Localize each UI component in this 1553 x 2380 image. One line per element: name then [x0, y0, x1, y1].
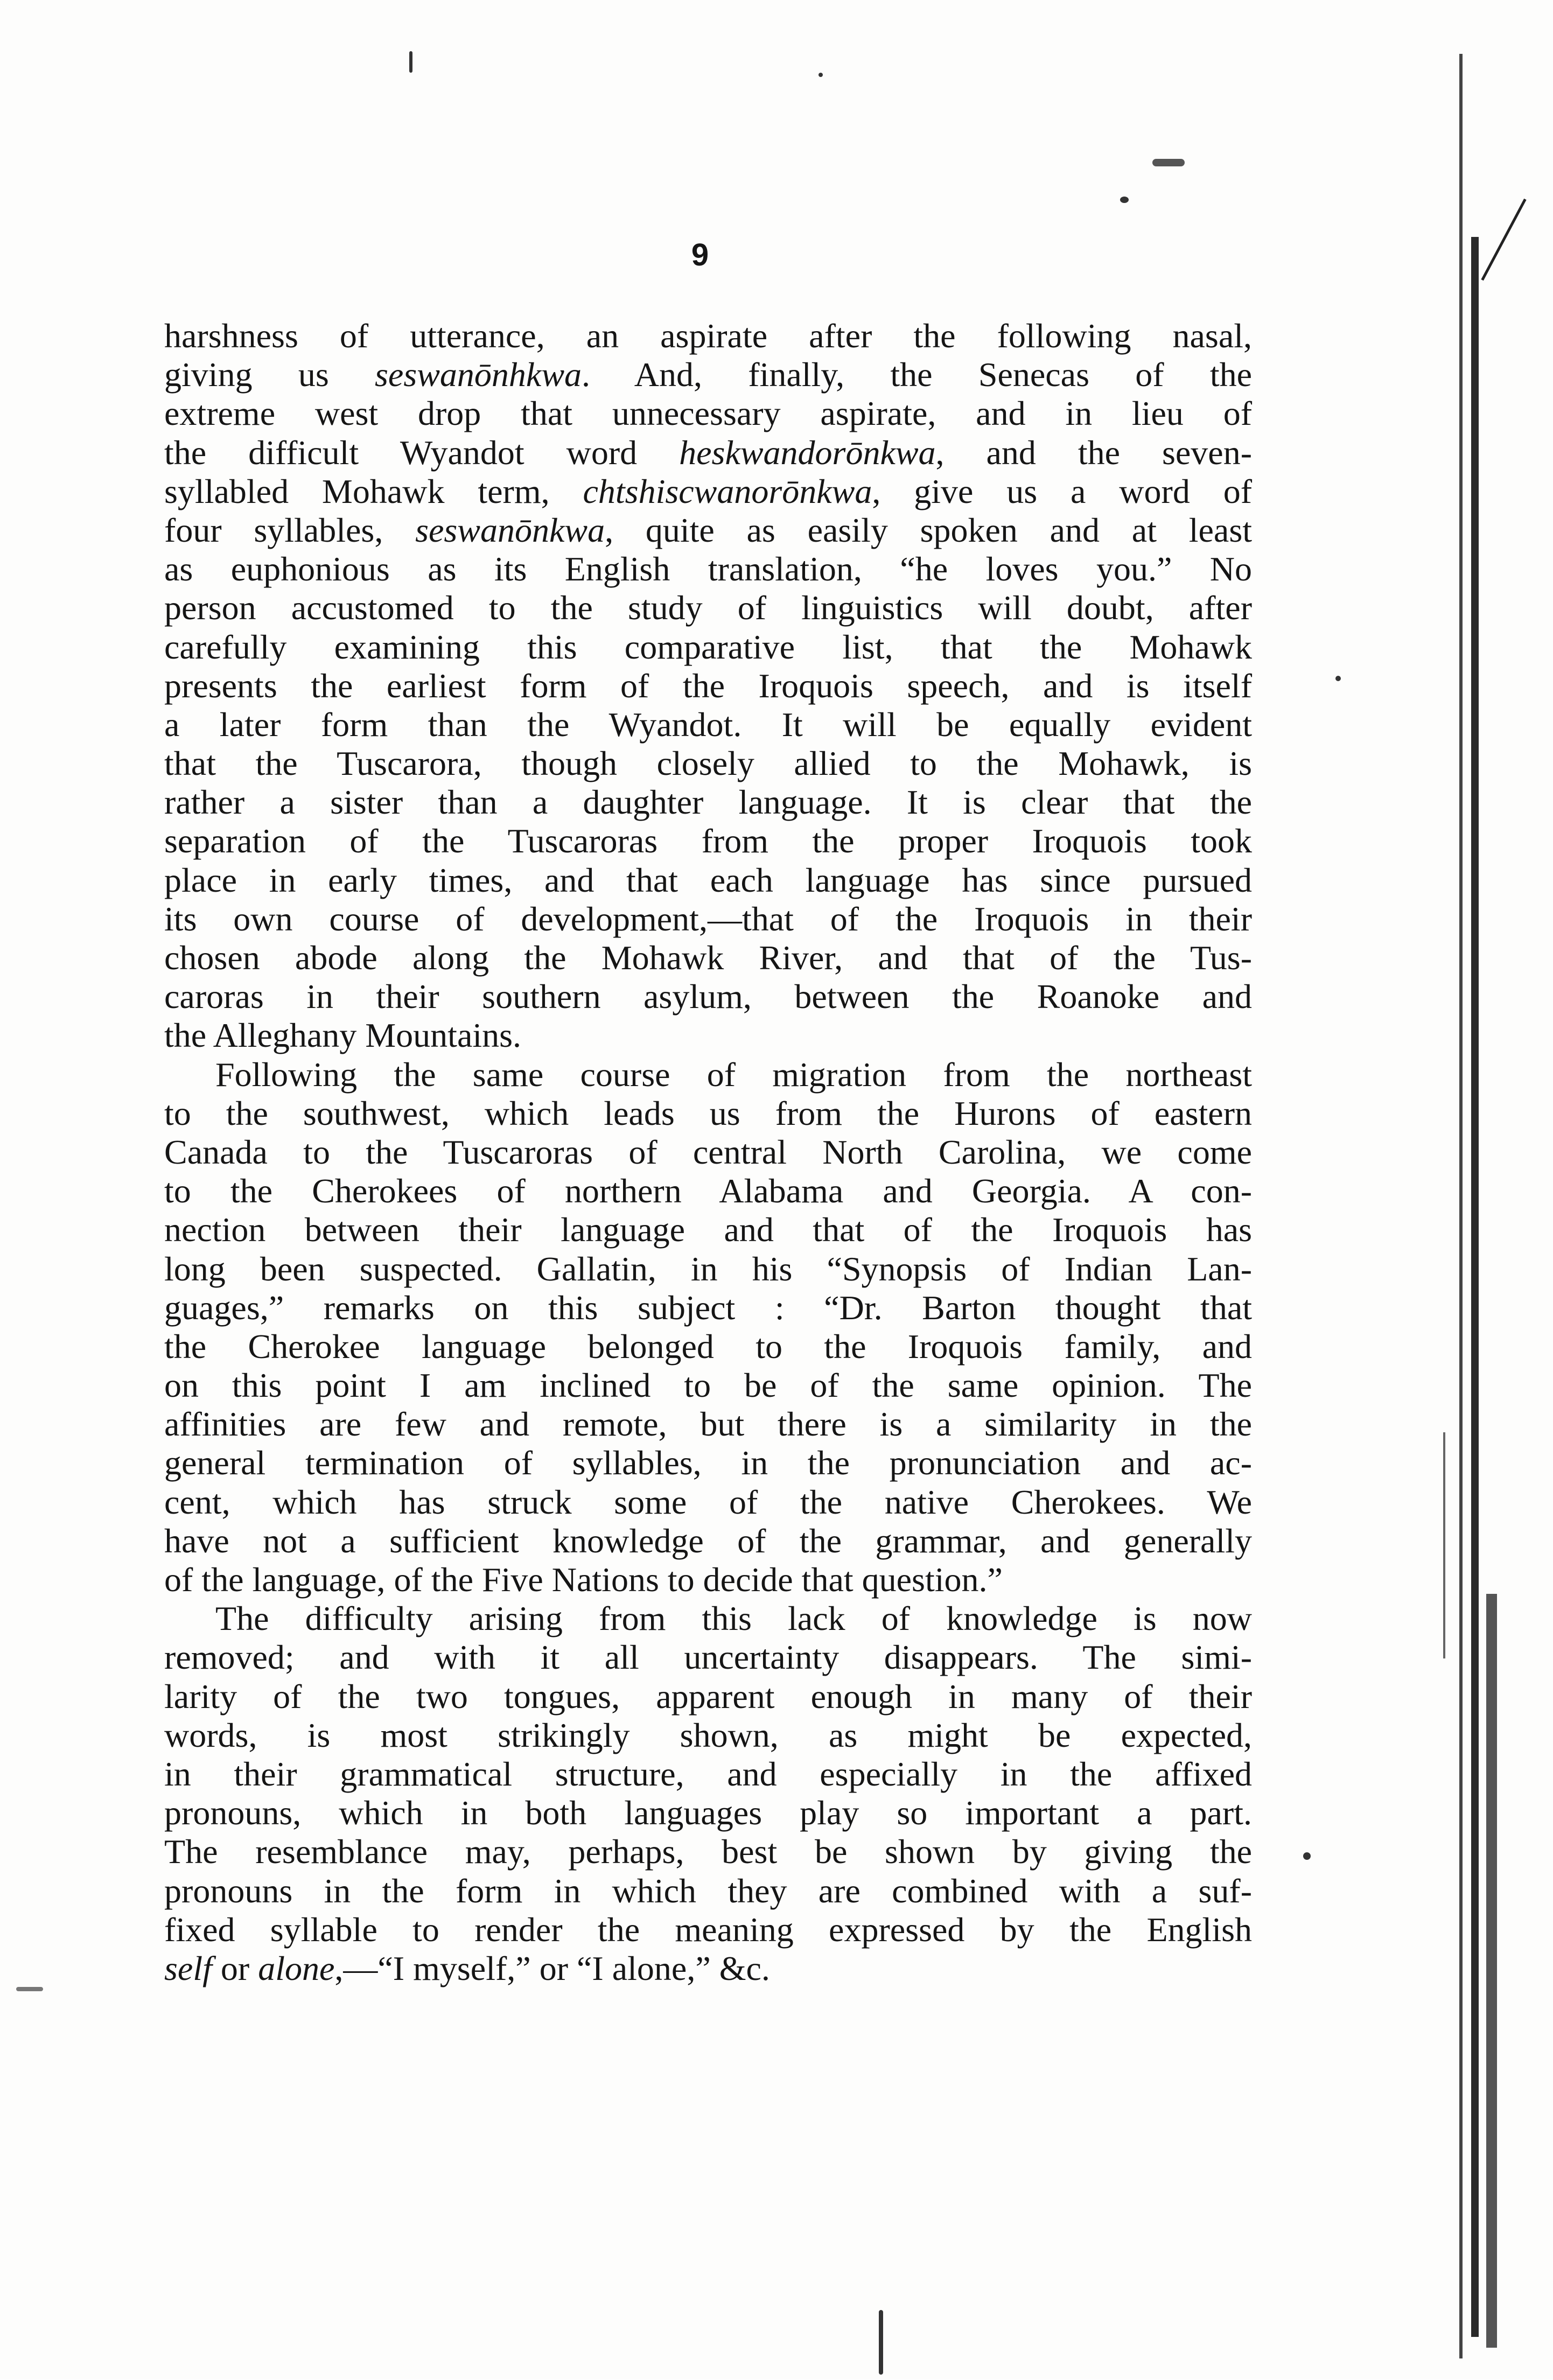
scan-speck	[879, 2310, 883, 2375]
text-run: as euphonious as its English translation, “he loves you.” No	[164, 550, 1252, 589]
text-run: the Cherokee language belonged to the Iroquois family, and	[164, 1327, 1252, 1366]
text-line	[164, 1405, 1252, 1444]
text-run: in their grammatical structure, and especially in the affixed	[164, 1754, 1252, 1793]
scan-speck	[1303, 1852, 1311, 1860]
text-run: to the southwest, which leads us from the Hurons of eastern	[164, 1094, 1252, 1132]
text-line	[164, 550, 1252, 589]
scan-speck	[1335, 676, 1341, 681]
text-run: pronouns, which in both languages play so important a part.	[164, 1794, 1252, 1832]
text-line	[164, 317, 1252, 355]
text-line	[164, 1716, 1252, 1755]
scan-speck	[1120, 197, 1129, 203]
text-run: fixed syllable to render the meaning expressed by the English	[164, 1910, 1252, 1949]
text-line	[164, 861, 1252, 900]
text-run: , quite as easily spoken and at least	[605, 510, 1253, 549]
text-run: . And, finally, the Senecas of the	[582, 355, 1252, 394]
text-run: that the Tuscarora, though closely allied to the Mohawk, is	[164, 744, 1252, 783]
text-run: have not a sufficient knowledge of the grammar, and generally	[164, 1521, 1252, 1560]
scan-edge-artifact	[1422, 32, 1551, 2380]
italic-text: seswanōnkwa	[415, 510, 605, 549]
text-line	[164, 1483, 1252, 1522]
text-run: on this point I am inclined to be of the same opinion. The	[164, 1366, 1252, 1405]
text-run: caroras in their southern asylum, between the Roanoke and	[164, 977, 1252, 1016]
text-run: cent, which has struck some of the native Cherokees. We	[164, 1482, 1252, 1521]
italic-text: seswanōnhkwa	[375, 355, 582, 394]
text-run: rather a sister than a daughter language. It is clear that the	[164, 783, 1252, 822]
text-run: Following the same course of migration from the northeast	[215, 1055, 1252, 1094]
text-line	[164, 1016, 1252, 1055]
text-line	[164, 1677, 1252, 1716]
text-line	[164, 1560, 1252, 1599]
body-text	[164, 317, 1252, 1988]
text-run: long been suspected. Gallatin, in his “Synopsis of Indian Lan-	[164, 1249, 1252, 1288]
text-run: Canada to the Tuscaroras of central North Carolina, we come	[164, 1132, 1252, 1171]
text-line	[164, 822, 1252, 860]
text-line	[164, 939, 1252, 977]
text-run: place in early times, and that each language has since pursued	[164, 860, 1252, 899]
text-line	[164, 1094, 1252, 1133]
text-line	[164, 394, 1252, 433]
text-run: words, is most strikingly shown, as might be expected,	[164, 1716, 1252, 1754]
text-line	[164, 589, 1252, 627]
text-line	[164, 355, 1252, 394]
text-run: The difficulty arising from this lack of knowledge is now	[215, 1599, 1252, 1638]
text-line	[164, 1444, 1252, 1482]
text-line	[164, 783, 1252, 822]
italic-text: self	[164, 1949, 212, 1987]
text-line	[164, 1599, 1252, 1638]
text-run: giving us	[164, 355, 375, 394]
text-run: presents the earliest form of the Iroquois speech, and is itself	[164, 666, 1252, 705]
scan-speck	[409, 51, 412, 73]
italic-text: alone	[258, 1949, 335, 1987]
text-line	[164, 1794, 1252, 1832]
text-run: ,—“I myself,” or “I alone,” &c.	[334, 1949, 770, 1987]
text-run: chosen abode along the Mohawk River, and that of the Tus-	[164, 939, 1252, 977]
text-run: affinities are few and remote, but there is a similarity in the	[164, 1405, 1252, 1444]
text-run: The resemblance may, perhaps, best be shown by giving the	[164, 1832, 1252, 1871]
text-line	[164, 472, 1252, 511]
text-line	[164, 1210, 1252, 1249]
text-line	[164, 1366, 1252, 1405]
text-line	[164, 1289, 1252, 1327]
text-run: the difficult Wyandot word	[164, 433, 680, 472]
text-run: extreme west drop that unnecessary aspirate, and in lieu of	[164, 394, 1252, 433]
text-run: nection between their language and that of the Iroquois has	[164, 1210, 1252, 1249]
text-line	[164, 1910, 1252, 1949]
text-run: a later form than the Wyandot. It will be equally evident	[164, 705, 1252, 744]
text-run: , and the seven-	[935, 433, 1253, 472]
text-line	[164, 433, 1252, 472]
text-line	[164, 1755, 1252, 1794]
text-line	[164, 1949, 1252, 1988]
text-line	[164, 1172, 1252, 1210]
text-line	[164, 1327, 1252, 1366]
text-run: the Alleghany Mountains.	[164, 1016, 522, 1055]
text-run: , give us a word of	[872, 472, 1253, 510]
text-line	[164, 900, 1252, 939]
text-line	[164, 628, 1252, 667]
italic-text: heskwandorōnkwa	[679, 433, 936, 472]
text-line	[164, 705, 1252, 744]
text-line	[164, 744, 1252, 783]
text-line	[164, 1250, 1252, 1289]
text-line	[164, 1832, 1252, 1871]
scan-speck	[819, 73, 823, 77]
text-line	[164, 1522, 1252, 1560]
text-run: pronouns in the form in which they are combined with a suf-	[164, 1871, 1252, 1910]
text-run: removed; and with it all uncertainty disappears. The simi-	[164, 1638, 1252, 1677]
scan-speck	[16, 1987, 43, 1991]
text-line	[164, 1872, 1252, 1910]
text-run: its own course of development,—that of the Iroquois in their	[164, 899, 1252, 938]
text-run: separation of the Tuscaroras from the proper Iroquois took	[164, 822, 1252, 860]
text-run: four syllables,	[164, 510, 416, 549]
text-run: larity of the two tongues, apparent enough in many of their	[164, 1677, 1252, 1716]
text-run: general termination of syllables, in the pronunciation and ac-	[164, 1444, 1252, 1482]
text-run: or	[212, 1949, 258, 1987]
text-line	[164, 1638, 1252, 1677]
text-line	[164, 1055, 1252, 1094]
text-line	[164, 1133, 1252, 1172]
text-run: person accustomed to the study of linguistics will doubt, after	[164, 589, 1252, 627]
text-run: harshness of utterance, an aspirate after the following nasal,	[164, 317, 1252, 355]
text-run: carefully examining this comparative list, that the Mohawk	[164, 627, 1252, 666]
text-run: syllabled Mohawk term,	[164, 472, 583, 510]
text-run: of the language, of the Five Nations to decide that question.”	[164, 1560, 1003, 1599]
text-run: guages,” remarks on this subject : “Dr. Barton thought that	[164, 1288, 1252, 1327]
text-run: to the Cherokees of northern Alabama and Georgia. A con-	[164, 1172, 1252, 1210]
page-number: 9	[691, 237, 709, 272]
text-line	[164, 977, 1252, 1016]
text-line	[164, 667, 1252, 705]
italic-text: chtshiscwanorōnkwa	[583, 472, 872, 510]
scan-speck	[1152, 159, 1185, 166]
text-line	[164, 511, 1252, 550]
